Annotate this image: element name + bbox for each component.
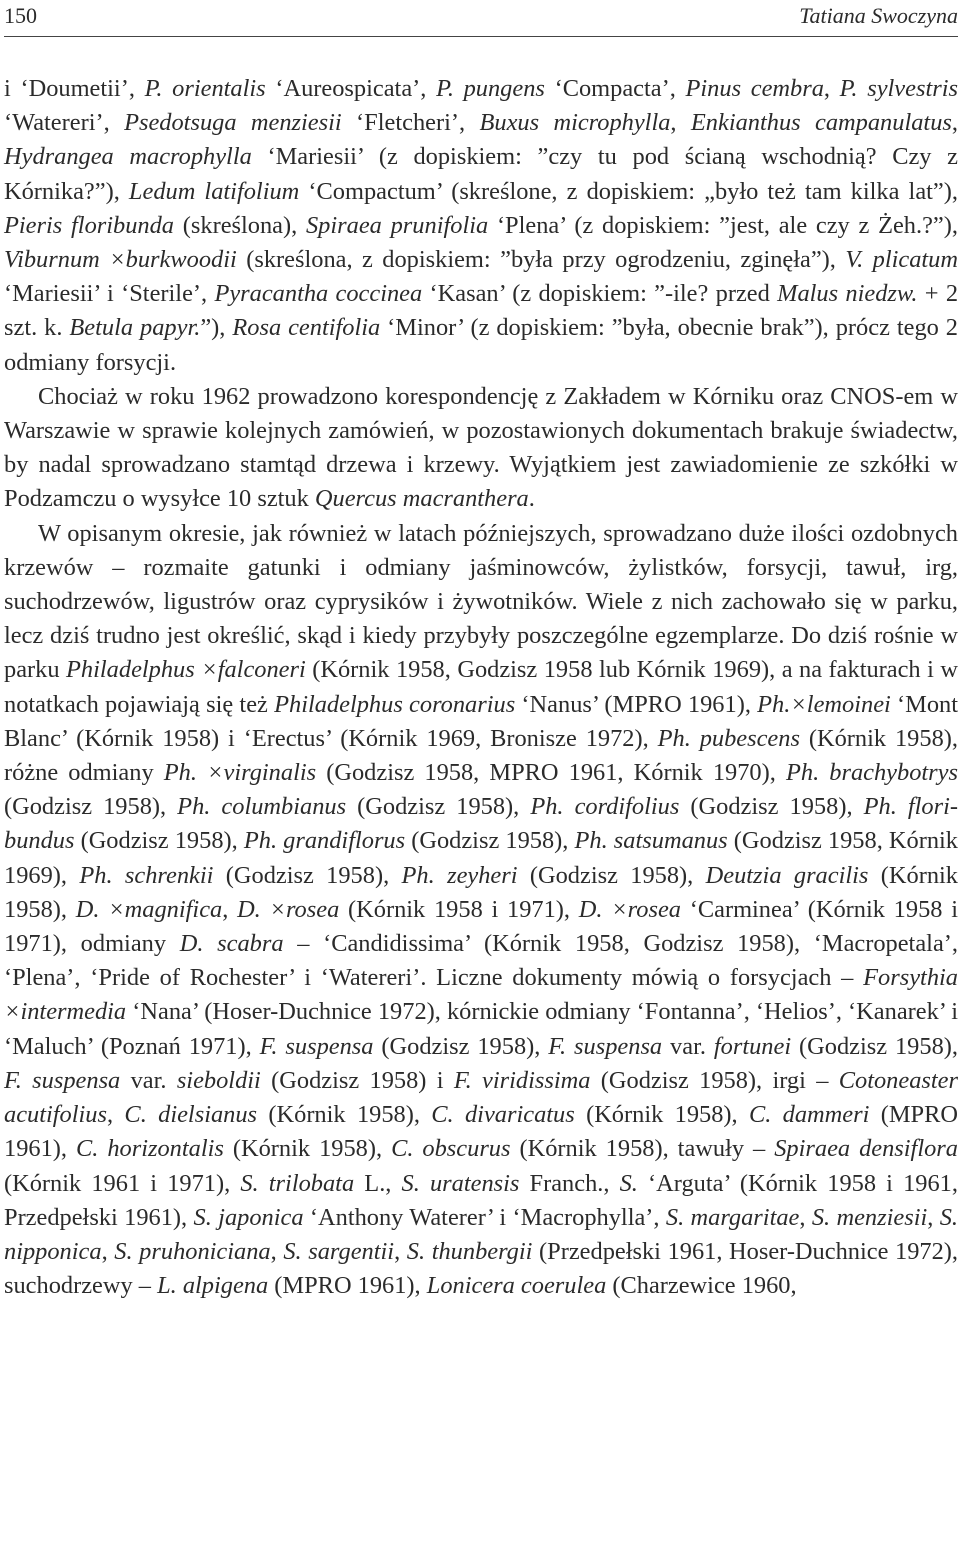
text-run: ‘Mariesii’ i ‘Sterile’, bbox=[4, 280, 215, 308]
text-run: (Godzisz 1958), bbox=[74, 827, 244, 855]
italic-text: P. sylvestris bbox=[839, 75, 958, 102]
text-run: (Przedpełski 1961, Hoser-Duchnice 1972), suchodrzewy – bbox=[4, 1237, 959, 1300]
italic-text: Cotoneaster acutifolius bbox=[4, 1066, 958, 1129]
text-run: ‘Nana’ (Hoser-Duchnice 1972), kórnickie odmiany ‘Fontanna’, ‘Helios’, ‘Kanarek’ i ‘Maluch’ (Poznań 1971), bbox=[4, 998, 958, 1060]
text-run: ‘Mariesii’ (z dopiskiem: ”czy tu pod ścianą wschodnią? Czy z Kórnika?”), bbox=[4, 143, 959, 205]
italic-text: Ph.×lemoinei bbox=[757, 690, 891, 718]
text-run: L., bbox=[354, 1169, 402, 1197]
text-run: (Godzisz 1958), bbox=[346, 793, 531, 821]
italic-text: F. suspensa bbox=[548, 1032, 663, 1060]
italic-text: Malus niedzw. bbox=[777, 280, 918, 308]
italic-text: Enkianthus campanulatus bbox=[690, 109, 952, 137]
italic-text: Ph. brachybotrys bbox=[785, 759, 958, 787]
text-run: (Godzisz 1958), bbox=[405, 827, 575, 855]
text-run: (Kórnik 1958), różne odmiany bbox=[4, 724, 958, 787]
italic-text: C. horizontalis bbox=[75, 1135, 224, 1163]
text-run: ‘Carminea’ (Kórnik 1958 i 1971), odmiany bbox=[4, 895, 958, 958]
italic-text: Quercus macranthera bbox=[314, 485, 529, 513]
italic-text: Ph. satsumanus bbox=[574, 827, 728, 855]
text-run: (Kórnik 1958, Godzisz 1958 lub Kórnik 1969), a na fakturach i w notatkach pojawiają się też bbox=[4, 656, 958, 718]
italic-text: F. suspensa bbox=[4, 1066, 121, 1094]
italic-text: Spiraea prunifolia bbox=[305, 211, 489, 239]
italic-text: Pinus cembra bbox=[685, 75, 824, 102]
italic-text: S. pruhoniciana bbox=[114, 1237, 271, 1265]
italic-text: Viburnum ×burkwoodii bbox=[4, 246, 237, 274]
text-run: ‘Mont Blanc’ (Kórnik 1958) i ‘Erectus’ (Kórnik 1969, Bronisze 1972), bbox=[4, 690, 959, 752]
text-run: Franch., bbox=[519, 1169, 620, 1197]
text-run: – ‘Candidissima’ (Kórnik 1958, Godzisz 1958), ‘Macropetala’, ‘Plena’, ‘Pride of Rochester’ i ‘Watereri’. Liczne dokumenty mówią o forsycjach – bbox=[4, 930, 958, 992]
text-run: ‘Compacta’, bbox=[544, 75, 686, 102]
italic-text: C. dammeri bbox=[748, 1101, 870, 1129]
italic-text: Betula papyr. bbox=[69, 314, 201, 342]
italic-text: Ph. schrenkii bbox=[79, 861, 214, 889]
text-run: (Kórnik 1958 i 1971), bbox=[339, 895, 579, 923]
italic-text: S. menziesii bbox=[811, 1203, 928, 1231]
text-run: (Godzisz 1958, MPRO 1961, Kórnik 1970), bbox=[316, 759, 786, 787]
text-run: ‘Fletcheri’, bbox=[341, 109, 480, 137]
text-run: (Godzisz 1958) i bbox=[260, 1066, 454, 1094]
italic-text: Buxus microphylla bbox=[479, 109, 671, 137]
italic-text: Pyracantha coccinea bbox=[214, 280, 423, 308]
text-run: var. bbox=[120, 1066, 177, 1094]
italic-text: Philadelphus coronarius bbox=[274, 690, 516, 718]
text-run: W opisanym okresie, jak również w latach późniejszych, sprowadzano duże ilości ozdobnych krzewów – rozmaite gatunki i odmiany jaśminowców, żylistków, forsycji, tawuł, irg, suchodrzewów, ligustrów oraz cyprysików i żywotników. Wiele z nich zachowało się w parku, lecz dziś trudno jest określić, skąd i kiedy przybyły poszczególne egzemplarze. Do dziś rośnie w parku bbox=[4, 519, 958, 684]
italic-text: S. sargentii bbox=[283, 1237, 395, 1265]
text-run: (Godzisz 1958), bbox=[4, 793, 178, 821]
italic-text: S. uratensis bbox=[401, 1169, 520, 1197]
italic-text: S. thunbergii bbox=[406, 1237, 533, 1265]
text-run: (Kórnik 1958), bbox=[223, 1135, 392, 1163]
italic-text: S. japonica bbox=[193, 1203, 304, 1231]
italic-text: P. orientalis bbox=[144, 75, 266, 102]
italic-text: Ph. grandiflorus bbox=[243, 827, 406, 855]
italic-text: D. scabra bbox=[179, 930, 284, 958]
text-run: (Charzewice 1960, bbox=[606, 1272, 797, 1300]
text-run: ‘Watereri’, bbox=[4, 109, 125, 137]
text-run: ”), bbox=[200, 314, 233, 342]
running-head bbox=[4, 0, 958, 37]
text-run: (Godzisz 1958), bbox=[517, 861, 706, 889]
italic-text: Ph. zeyheri bbox=[401, 861, 518, 889]
text-run: (Kórnik 1958), tawuły – bbox=[510, 1135, 775, 1163]
text-run: (Kórnik 1958), bbox=[257, 1101, 432, 1129]
italic-text: D. ×magnifica bbox=[75, 895, 223, 923]
italic-text: P. pungens bbox=[436, 75, 545, 102]
running-head-author: Tatiana Swoczyna bbox=[799, 3, 958, 28]
text-run: ‘Nanus’ (MPRO 1961), bbox=[515, 690, 758, 718]
italic-text: Pieris floribunda bbox=[4, 211, 175, 239]
italic-text: sieboldii bbox=[176, 1066, 261, 1094]
italic-text: C. divaricatus bbox=[431, 1101, 575, 1129]
text-run: ‘Anthony Waterer’ i ‘Macrophylla’, bbox=[303, 1203, 666, 1231]
italic-text: Ph. cordifolius bbox=[530, 793, 680, 821]
italic-text: Lonicera coerulea bbox=[426, 1272, 607, 1300]
text-run: (Godzisz 1958), bbox=[791, 1032, 958, 1060]
italic-text: Forsythia ×intermedia bbox=[4, 964, 958, 1026]
italic-text: Ledum latifolium bbox=[128, 177, 300, 205]
italic-text: Ph. columbianus bbox=[177, 793, 347, 821]
text-run: ‘Aureospicata’, bbox=[265, 75, 437, 102]
text-run: , bbox=[823, 75, 840, 102]
paragraph bbox=[4, 380, 958, 517]
italic-text: S. margaritae bbox=[665, 1203, 800, 1231]
italic-text: V. plicatum bbox=[845, 246, 958, 274]
italic-text: Ph. floribundus bbox=[4, 793, 959, 855]
text-run: ‘Plena’ (z dopiskiem: ”jest, ale czy z Żeh.?”), bbox=[488, 211, 958, 239]
text-run: , bbox=[394, 1237, 407, 1265]
italic-text: Philadelphus ×falconeri bbox=[66, 656, 306, 684]
text-run: var. bbox=[662, 1032, 714, 1060]
text-run: (Kórnik 1958), bbox=[4, 861, 958, 923]
text-run: Chociaż w roku 1962 prowadzono korespondencję z Zakładem w Kórniku oraz CNOS-em w Warszawie w sprawie kolejnych zamówień, w pozostawionych dokumentach brakuje świadectw, by nadal sprowadzano stamtąd drzewa i krzewy. Wyjątkiem jest zawiadomienie ze szkółki w Podzamczu o wysyłce 10 sztuk bbox=[4, 382, 958, 513]
text-run: ‘Arguta’ (Kórnik 1958 i 1961, Przedpełski 1961), bbox=[4, 1169, 958, 1231]
paragraph bbox=[4, 72, 958, 380]
italic-text: F. suspensa bbox=[259, 1032, 374, 1060]
text-run: + 2 szt. k. bbox=[4, 280, 959, 342]
text-run: , bbox=[670, 109, 691, 137]
italic-text: S. bbox=[619, 1169, 638, 1197]
text-run: (Godzisz 1958, Kórnik 1969), bbox=[4, 827, 958, 889]
text-run: (Godzisz 1958), bbox=[679, 793, 864, 821]
text-run: (MPRO 1961), bbox=[268, 1272, 427, 1300]
text-run: . bbox=[528, 485, 535, 513]
body-text bbox=[4, 72, 958, 1303]
text-run: (skreślona), bbox=[174, 211, 306, 239]
text-run: , bbox=[270, 1237, 284, 1265]
italic-text: D. ×rosea bbox=[578, 895, 681, 923]
italic-text: L. alpigena bbox=[157, 1272, 269, 1300]
text-run: ‘Compactum’ (skreślone, z dopiskiem: „było też tam kilka lat”), bbox=[299, 177, 958, 205]
italic-text: F. viridissima bbox=[453, 1066, 591, 1094]
italic-text: C. dielsianus bbox=[124, 1101, 258, 1129]
italic-text: Psedotsuga menziesii bbox=[124, 109, 342, 137]
text-run: , bbox=[799, 1203, 812, 1231]
text-run: (Godzisz 1958), bbox=[213, 861, 402, 889]
italic-text: S. trilobata bbox=[240, 1169, 355, 1197]
text-run: ‘Kasan’ (z dopiskiem: ”-ile? przed bbox=[422, 280, 778, 308]
text-run: i ‘Doumetii’, bbox=[4, 75, 145, 102]
book-page bbox=[4, 0, 958, 1557]
text-run: , bbox=[101, 1237, 115, 1265]
italic-text: D. ×rosea bbox=[237, 895, 340, 923]
text-run: (Godzisz 1958), bbox=[373, 1032, 549, 1060]
text-run: (MPRO 1961), bbox=[4, 1101, 958, 1163]
text-run: (Kórnik 1961 i 1971), bbox=[4, 1169, 241, 1197]
italic-text: Ph. ×virginalis bbox=[163, 759, 317, 787]
text-run: (Kórnik 1958), bbox=[574, 1101, 749, 1129]
italic-text: Spiraea densiflora bbox=[774, 1135, 958, 1163]
page-number: 150 bbox=[4, 3, 37, 28]
italic-text: fortunei bbox=[713, 1032, 792, 1060]
text-run: , bbox=[222, 895, 238, 923]
italic-text: Ph. pubescens bbox=[657, 724, 800, 752]
text-run: , bbox=[951, 109, 958, 137]
text-run: ‘Minor’ (z dopiskiem: ”była, obecnie brak”), prócz tego 2 odmiany forsycji. bbox=[4, 314, 958, 376]
paragraph bbox=[4, 517, 958, 1304]
italic-text: C. obscurus bbox=[391, 1135, 511, 1163]
italic-text: Rosa centifolia bbox=[232, 314, 381, 342]
text-run: , bbox=[106, 1101, 125, 1129]
text-run: (skreślona, z dopiskiem: ”była przy ogrodzeniu, zginęła”), bbox=[236, 246, 846, 274]
text-run: , bbox=[927, 1203, 940, 1231]
italic-text: S. nipponica bbox=[4, 1203, 958, 1265]
italic-text: Hydrangea macrophylla bbox=[4, 143, 252, 171]
text-run: (Godzisz 1958), irgi – bbox=[590, 1066, 839, 1094]
italic-text: Deutzia gracilis bbox=[705, 861, 869, 889]
